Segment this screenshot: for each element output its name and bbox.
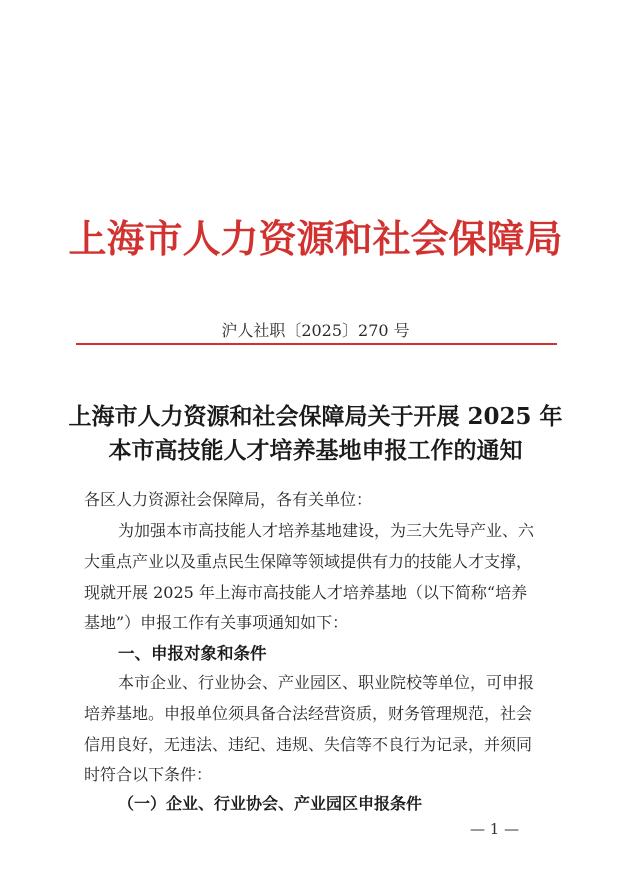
section-1-heading: 一、申报对象和条件	[118, 644, 267, 663]
section-1-line: 培养基地。申报单位须具备合法经营资质，财务管理规范，社会	[84, 704, 533, 723]
intro-line: 为加强本市高技能人才培养基地建设，为三大先导产业、六	[118, 521, 535, 540]
notice-title-line-2: 本市高技能人才培养基地申报工作的通知	[108, 437, 523, 464]
org-name-header: 上海市人力资源和社会保障局	[68, 216, 563, 261]
section-1-line: 信用良好，无违法、违纪、违规、失信等不良行为记录，并须同	[84, 735, 533, 754]
red-divider-line	[76, 343, 557, 345]
section-1-line: 本市企业、行业协会、产业园区、职业院校等单位，可申报	[118, 673, 535, 692]
page-number: — 1 —	[470, 820, 520, 838]
salutation: 各区人力资源社会保障局，各有关单位：	[84, 490, 373, 509]
notice-title-line-1: 上海市人力资源和社会保障局关于开展 2025 年	[68, 403, 563, 430]
intro-line: 基地”）申报工作有关事项通知如下：	[84, 613, 349, 632]
intro-line: 现就开展 2025 年上海市高技能人才培养基地（以下简称“培养	[84, 583, 528, 602]
intro-line: 大重点产业以及重点民生保障等领域提供有力的技能人才支撑，	[84, 552, 533, 571]
section-1-line: 时符合以下条件：	[84, 765, 213, 784]
subsection-1-heading: （一）企业、行业协会、产业园区申报条件	[118, 794, 423, 813]
document-number: 沪人社职〔2025〕270 号	[221, 321, 410, 340]
